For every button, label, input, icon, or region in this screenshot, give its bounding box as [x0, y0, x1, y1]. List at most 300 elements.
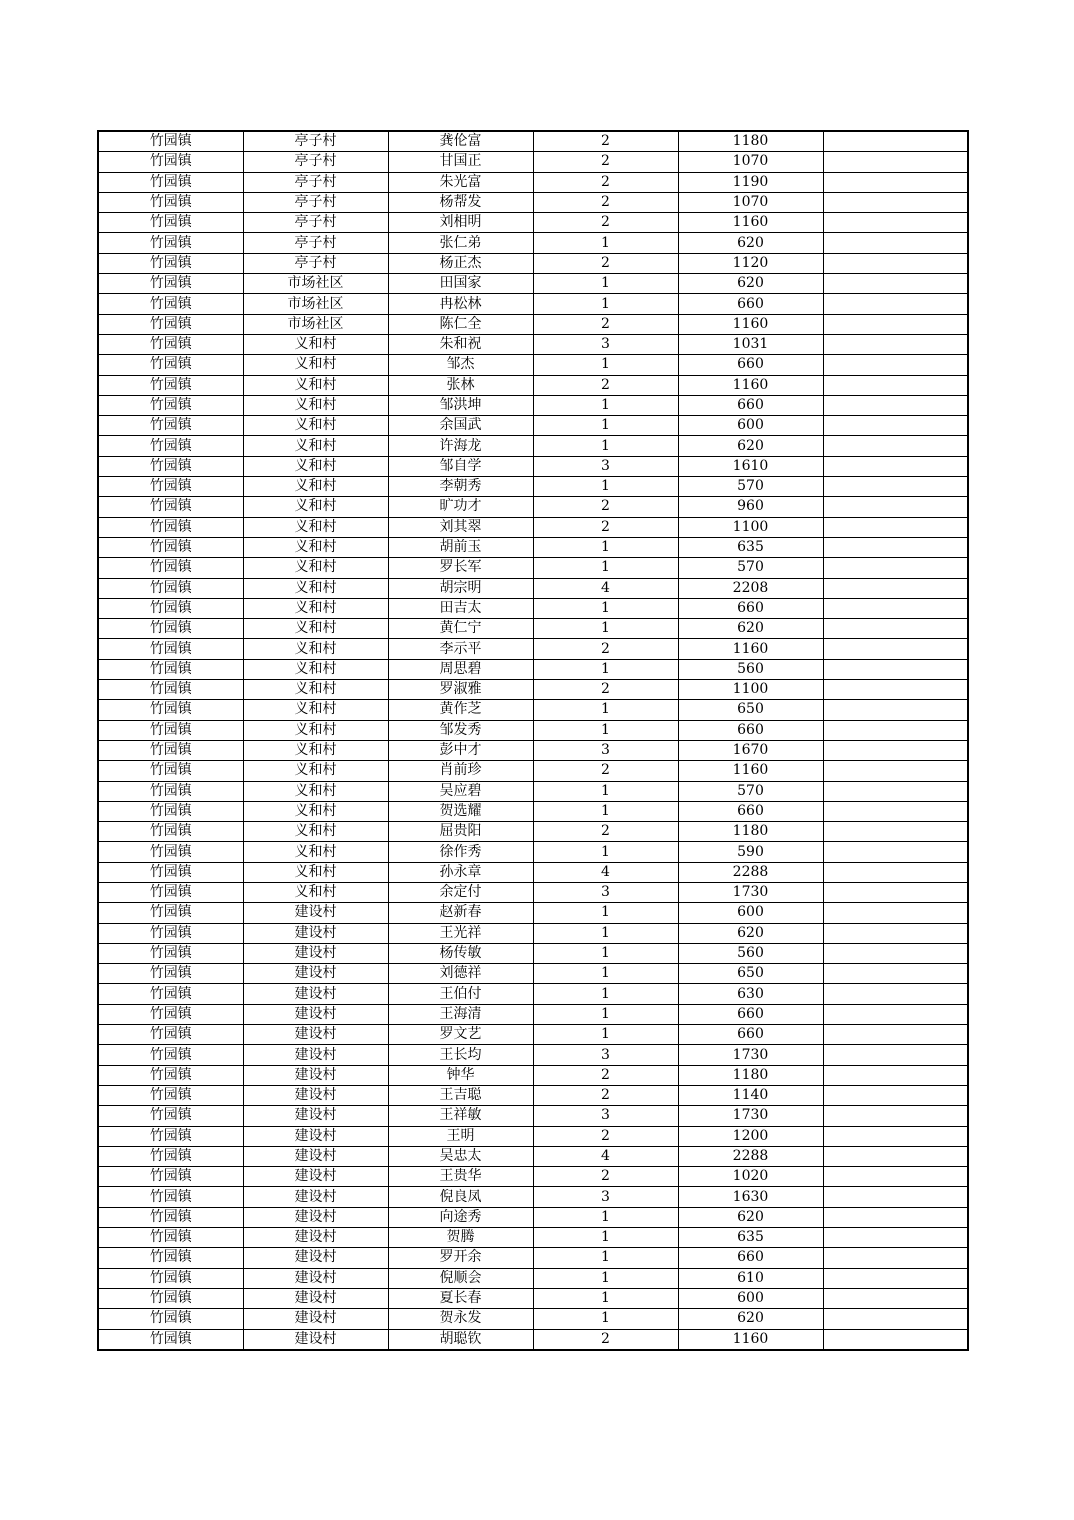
village-cell: 义和村 [243, 355, 388, 375]
remarks-cell [823, 1085, 968, 1105]
remarks-cell [823, 1045, 968, 1065]
household-size-cell: 1 [533, 1025, 678, 1045]
name-cell: 李示平 [388, 639, 533, 659]
household-size-cell: 3 [533, 1187, 678, 1207]
town-cell: 竹园镇 [98, 761, 243, 781]
name-cell: 余国武 [388, 416, 533, 436]
amount-cell: 1120 [678, 253, 823, 273]
name-cell: 田国家 [388, 274, 533, 294]
table-row [98, 740, 968, 760]
amount-cell: 620 [678, 1207, 823, 1227]
household-size-cell: 1 [533, 923, 678, 943]
town-cell: 竹园镇 [98, 253, 243, 273]
village-cell: 市场社区 [243, 314, 388, 334]
village-cell: 义和村 [243, 537, 388, 557]
household-size-cell: 2 [533, 375, 678, 395]
name-cell: 张林 [388, 375, 533, 395]
household-size-cell: 1 [533, 274, 678, 294]
town-cell: 竹园镇 [98, 1146, 243, 1166]
amount-cell: 620 [678, 274, 823, 294]
remarks-cell [823, 395, 968, 415]
amount-cell: 1610 [678, 456, 823, 476]
name-cell: 余定付 [388, 882, 533, 902]
remarks-cell [823, 355, 968, 375]
town-cell: 竹园镇 [98, 213, 243, 233]
table-row [98, 720, 968, 740]
remarks-cell [823, 274, 968, 294]
village-cell: 建设村 [243, 1248, 388, 1268]
household-size-cell: 1 [533, 355, 678, 375]
household-size-cell: 1 [533, 416, 678, 436]
household-size-cell: 1 [533, 700, 678, 720]
table-row [98, 1228, 968, 1248]
remarks-cell [823, 680, 968, 700]
town-cell: 竹园镇 [98, 294, 243, 314]
remarks-cell [823, 233, 968, 253]
remarks-cell [823, 659, 968, 679]
household-size-cell: 1 [533, 1248, 678, 1268]
table-row [98, 578, 968, 598]
remarks-cell [823, 842, 968, 862]
amount-cell: 660 [678, 1248, 823, 1268]
table-row [98, 842, 968, 862]
village-cell: 建设村 [243, 1329, 388, 1350]
name-cell: 贺永发 [388, 1309, 533, 1329]
village-cell: 义和村 [243, 781, 388, 801]
remarks-cell [823, 517, 968, 537]
remarks-cell [823, 497, 968, 517]
town-cell: 竹园镇 [98, 862, 243, 882]
name-cell: 罗淑雅 [388, 680, 533, 700]
name-cell: 罗长军 [388, 558, 533, 578]
town-cell: 竹园镇 [98, 1126, 243, 1146]
remarks-cell [823, 1187, 968, 1207]
table-row [98, 903, 968, 923]
household-size-cell: 1 [533, 964, 678, 984]
amount-cell: 1180 [678, 1065, 823, 1085]
name-cell: 张仁弟 [388, 233, 533, 253]
household-size-cell: 1 [533, 294, 678, 314]
village-cell: 义和村 [243, 680, 388, 700]
town-cell: 竹园镇 [98, 1329, 243, 1350]
village-cell: 义和村 [243, 761, 388, 781]
town-cell: 竹园镇 [98, 619, 243, 639]
table-row [98, 1045, 968, 1065]
village-cell: 义和村 [243, 862, 388, 882]
amount-cell: 1160 [678, 213, 823, 233]
household-size-cell: 2 [533, 517, 678, 537]
remarks-cell [823, 558, 968, 578]
household-size-cell: 1 [533, 477, 678, 497]
town-cell: 竹园镇 [98, 903, 243, 923]
amount-cell: 1160 [678, 639, 823, 659]
town-cell: 竹园镇 [98, 131, 243, 152]
amount-cell: 570 [678, 558, 823, 578]
village-cell: 亭子村 [243, 233, 388, 253]
town-cell: 竹园镇 [98, 1288, 243, 1308]
table-row [98, 1167, 968, 1187]
amount-cell: 660 [678, 1004, 823, 1024]
remarks-cell [823, 1065, 968, 1085]
name-cell: 陈仁全 [388, 314, 533, 334]
village-cell: 义和村 [243, 639, 388, 659]
village-cell: 亭子村 [243, 213, 388, 233]
household-size-cell: 4 [533, 1146, 678, 1166]
household-size-cell: 2 [533, 822, 678, 842]
household-size-cell: 3 [533, 1106, 678, 1126]
town-cell: 竹园镇 [98, 882, 243, 902]
town-cell: 竹园镇 [98, 558, 243, 578]
household-size-cell: 2 [533, 172, 678, 192]
remarks-cell [823, 882, 968, 902]
household-size-cell: 2 [533, 680, 678, 700]
household-size-cell: 1 [533, 1309, 678, 1329]
village-cell: 亭子村 [243, 192, 388, 212]
amount-cell: 590 [678, 842, 823, 862]
name-cell: 刘其翠 [388, 517, 533, 537]
amount-cell: 1140 [678, 1085, 823, 1105]
town-cell: 竹园镇 [98, 355, 243, 375]
household-size-cell: 1 [533, 943, 678, 963]
table-row [98, 456, 968, 476]
village-cell: 建设村 [243, 1167, 388, 1187]
household-size-cell: 2 [533, 1329, 678, 1350]
town-cell: 竹园镇 [98, 822, 243, 842]
table-row [98, 1329, 968, 1350]
remarks-cell [823, 314, 968, 334]
table-row [98, 822, 968, 842]
name-cell: 胡宗明 [388, 578, 533, 598]
village-cell: 义和村 [243, 801, 388, 821]
village-cell: 建设村 [243, 903, 388, 923]
name-cell: 杨帮发 [388, 192, 533, 212]
town-cell: 竹园镇 [98, 1025, 243, 1045]
remarks-cell [823, 1248, 968, 1268]
household-size-cell: 1 [533, 395, 678, 415]
remarks-cell [823, 294, 968, 314]
amount-cell: 610 [678, 1268, 823, 1288]
table-row [98, 131, 968, 152]
table-row [98, 213, 968, 233]
name-cell: 甘国正 [388, 152, 533, 172]
village-cell: 义和村 [243, 882, 388, 902]
household-size-cell: 1 [533, 659, 678, 679]
town-cell: 竹园镇 [98, 1309, 243, 1329]
table-row [98, 1085, 968, 1105]
household-size-cell: 1 [533, 1228, 678, 1248]
amount-cell: 620 [678, 233, 823, 253]
household-size-cell: 2 [533, 314, 678, 334]
table-row [98, 700, 968, 720]
table-row [98, 1126, 968, 1146]
town-cell: 竹园镇 [98, 923, 243, 943]
remarks-cell [823, 1329, 968, 1350]
town-cell: 竹园镇 [98, 274, 243, 294]
name-cell: 邹自学 [388, 456, 533, 476]
table-row [98, 1288, 968, 1308]
household-size-cell: 3 [533, 882, 678, 902]
town-cell: 竹园镇 [98, 436, 243, 456]
remarks-cell [823, 578, 968, 598]
village-cell: 建设村 [243, 1085, 388, 1105]
household-size-cell: 1 [533, 1268, 678, 1288]
village-cell: 亭子村 [243, 131, 388, 152]
remarks-cell [823, 740, 968, 760]
village-cell: 市场社区 [243, 274, 388, 294]
town-cell: 竹园镇 [98, 720, 243, 740]
table-row [98, 781, 968, 801]
household-size-cell: 2 [533, 639, 678, 659]
town-cell: 竹园镇 [98, 537, 243, 557]
household-size-cell: 3 [533, 334, 678, 354]
amount-cell: 1160 [678, 375, 823, 395]
amount-cell: 2288 [678, 1146, 823, 1166]
amount-cell: 600 [678, 1288, 823, 1308]
remarks-cell [823, 903, 968, 923]
town-cell: 竹园镇 [98, 964, 243, 984]
amount-cell: 635 [678, 1228, 823, 1248]
town-cell: 竹园镇 [98, 680, 243, 700]
town-cell: 竹园镇 [98, 659, 243, 679]
town-cell: 竹园镇 [98, 1004, 243, 1024]
amount-cell: 570 [678, 477, 823, 497]
remarks-cell [823, 720, 968, 740]
household-size-cell: 3 [533, 1045, 678, 1065]
village-cell: 义和村 [243, 578, 388, 598]
table-row [98, 334, 968, 354]
table-row [98, 1187, 968, 1207]
village-cell: 亭子村 [243, 152, 388, 172]
amount-cell: 635 [678, 537, 823, 557]
village-cell: 义和村 [243, 416, 388, 436]
name-cell: 彭中才 [388, 740, 533, 760]
amount-cell: 660 [678, 1025, 823, 1045]
table-row [98, 984, 968, 1004]
town-cell: 竹园镇 [98, 1207, 243, 1227]
town-cell: 竹园镇 [98, 578, 243, 598]
amount-cell: 1031 [678, 334, 823, 354]
name-cell: 周思碧 [388, 659, 533, 679]
amount-cell: 1730 [678, 1106, 823, 1126]
remarks-cell [823, 152, 968, 172]
amount-cell: 620 [678, 436, 823, 456]
town-cell: 竹园镇 [98, 984, 243, 1004]
amount-cell: 1630 [678, 1187, 823, 1207]
name-cell: 王伯付 [388, 984, 533, 1004]
household-size-cell: 1 [533, 984, 678, 1004]
remarks-cell [823, 639, 968, 659]
village-cell: 亭子村 [243, 172, 388, 192]
remarks-cell [823, 456, 968, 476]
remarks-cell [823, 213, 968, 233]
remarks-cell [823, 131, 968, 152]
amount-cell: 1100 [678, 680, 823, 700]
remarks-cell [823, 334, 968, 354]
village-cell: 建设村 [243, 1146, 388, 1166]
town-cell: 竹园镇 [98, 1106, 243, 1126]
village-cell: 建设村 [243, 1025, 388, 1045]
town-cell: 竹园镇 [98, 801, 243, 821]
village-cell: 建设村 [243, 1309, 388, 1329]
remarks-cell [823, 1268, 968, 1288]
remarks-cell [823, 1167, 968, 1187]
village-cell: 市场社区 [243, 294, 388, 314]
remarks-cell [823, 1146, 968, 1166]
name-cell: 王光祥 [388, 923, 533, 943]
table-row [98, 639, 968, 659]
village-cell: 建设村 [243, 1126, 388, 1146]
village-cell: 义和村 [243, 334, 388, 354]
village-cell: 义和村 [243, 375, 388, 395]
table-row [98, 943, 968, 963]
name-cell: 罗文艺 [388, 1025, 533, 1045]
table-row [98, 1146, 968, 1166]
table-row [98, 619, 968, 639]
household-size-cell: 1 [533, 1207, 678, 1227]
remarks-cell [823, 1309, 968, 1329]
town-cell: 竹园镇 [98, 1228, 243, 1248]
amount-cell: 1020 [678, 1167, 823, 1187]
household-size-cell: 3 [533, 456, 678, 476]
village-cell: 义和村 [243, 720, 388, 740]
household-size-cell: 1 [533, 619, 678, 639]
town-cell: 竹园镇 [98, 233, 243, 253]
table-row [98, 477, 968, 497]
remarks-cell [823, 862, 968, 882]
amount-cell: 1200 [678, 1126, 823, 1146]
remarks-cell [823, 172, 968, 192]
amount-cell: 660 [678, 598, 823, 618]
town-cell: 竹园镇 [98, 1065, 243, 1085]
name-cell: 冉松林 [388, 294, 533, 314]
town-cell: 竹园镇 [98, 1085, 243, 1105]
name-cell: 许海龙 [388, 436, 533, 456]
remarks-cell [823, 375, 968, 395]
table-row [98, 1106, 968, 1126]
amount-cell: 1670 [678, 740, 823, 760]
remarks-cell [823, 923, 968, 943]
name-cell: 贺腾 [388, 1228, 533, 1248]
household-size-cell: 2 [533, 152, 678, 172]
table-row [98, 497, 968, 517]
amount-cell: 620 [678, 1309, 823, 1329]
town-cell: 竹园镇 [98, 740, 243, 760]
remarks-cell [823, 192, 968, 212]
amount-cell: 1160 [678, 1329, 823, 1350]
roster-table [97, 130, 969, 1351]
table-row [98, 314, 968, 334]
amount-cell: 660 [678, 720, 823, 740]
remarks-cell [823, 598, 968, 618]
table-row [98, 1309, 968, 1329]
household-size-cell: 1 [533, 598, 678, 618]
table-row [98, 598, 968, 618]
remarks-cell [823, 1288, 968, 1308]
table-row [98, 416, 968, 436]
table-row [98, 1248, 968, 1268]
village-cell: 义和村 [243, 700, 388, 720]
village-cell: 义和村 [243, 842, 388, 862]
household-size-cell: 2 [533, 131, 678, 152]
village-cell: 义和村 [243, 558, 388, 578]
remarks-cell [823, 700, 968, 720]
name-cell: 田吉太 [388, 598, 533, 618]
household-size-cell: 1 [533, 842, 678, 862]
remarks-cell [823, 761, 968, 781]
village-cell: 义和村 [243, 436, 388, 456]
village-cell: 建设村 [243, 1288, 388, 1308]
amount-cell: 560 [678, 659, 823, 679]
name-cell: 王海清 [388, 1004, 533, 1024]
town-cell: 竹园镇 [98, 943, 243, 963]
name-cell: 王祥敏 [388, 1106, 533, 1126]
remarks-cell [823, 537, 968, 557]
remarks-cell [823, 416, 968, 436]
town-cell: 竹园镇 [98, 639, 243, 659]
name-cell: 王长均 [388, 1045, 533, 1065]
table-row [98, 436, 968, 456]
name-cell: 胡前玉 [388, 537, 533, 557]
table-row [98, 172, 968, 192]
name-cell: 徐作秀 [388, 842, 533, 862]
table-row [98, 680, 968, 700]
remarks-cell [823, 1207, 968, 1227]
town-cell: 竹园镇 [98, 842, 243, 862]
table-row [98, 862, 968, 882]
amount-cell: 600 [678, 903, 823, 923]
town-cell: 竹园镇 [98, 152, 243, 172]
household-size-cell: 1 [533, 233, 678, 253]
town-cell: 竹园镇 [98, 456, 243, 476]
name-cell: 肖前珍 [388, 761, 533, 781]
household-size-cell: 2 [533, 1085, 678, 1105]
household-size-cell: 2 [533, 1065, 678, 1085]
table-row [98, 253, 968, 273]
table-row [98, 761, 968, 781]
name-cell: 罗开余 [388, 1248, 533, 1268]
town-cell: 竹园镇 [98, 1167, 243, 1187]
village-cell: 义和村 [243, 497, 388, 517]
remarks-cell [823, 1228, 968, 1248]
name-cell: 向途秀 [388, 1207, 533, 1227]
name-cell: 赵新春 [388, 903, 533, 923]
table-row [98, 537, 968, 557]
village-cell: 建设村 [243, 1065, 388, 1085]
name-cell: 李朝秀 [388, 477, 533, 497]
name-cell: 吴忠太 [388, 1146, 533, 1166]
town-cell: 竹园镇 [98, 477, 243, 497]
village-cell: 建设村 [243, 943, 388, 963]
amount-cell: 2208 [678, 578, 823, 598]
household-size-cell: 1 [533, 781, 678, 801]
remarks-cell [823, 943, 968, 963]
table-row [98, 558, 968, 578]
name-cell: 邹发秀 [388, 720, 533, 740]
table-row [98, 1268, 968, 1288]
amount-cell: 1190 [678, 172, 823, 192]
table-row [98, 801, 968, 821]
amount-cell: 2288 [678, 862, 823, 882]
town-cell: 竹园镇 [98, 1187, 243, 1207]
name-cell: 孙永章 [388, 862, 533, 882]
name-cell: 刘德祥 [388, 964, 533, 984]
remarks-cell [823, 619, 968, 639]
amount-cell: 630 [678, 984, 823, 1004]
remarks-cell [823, 1025, 968, 1045]
amount-cell: 1180 [678, 822, 823, 842]
name-cell: 旷功才 [388, 497, 533, 517]
village-cell: 义和村 [243, 619, 388, 639]
